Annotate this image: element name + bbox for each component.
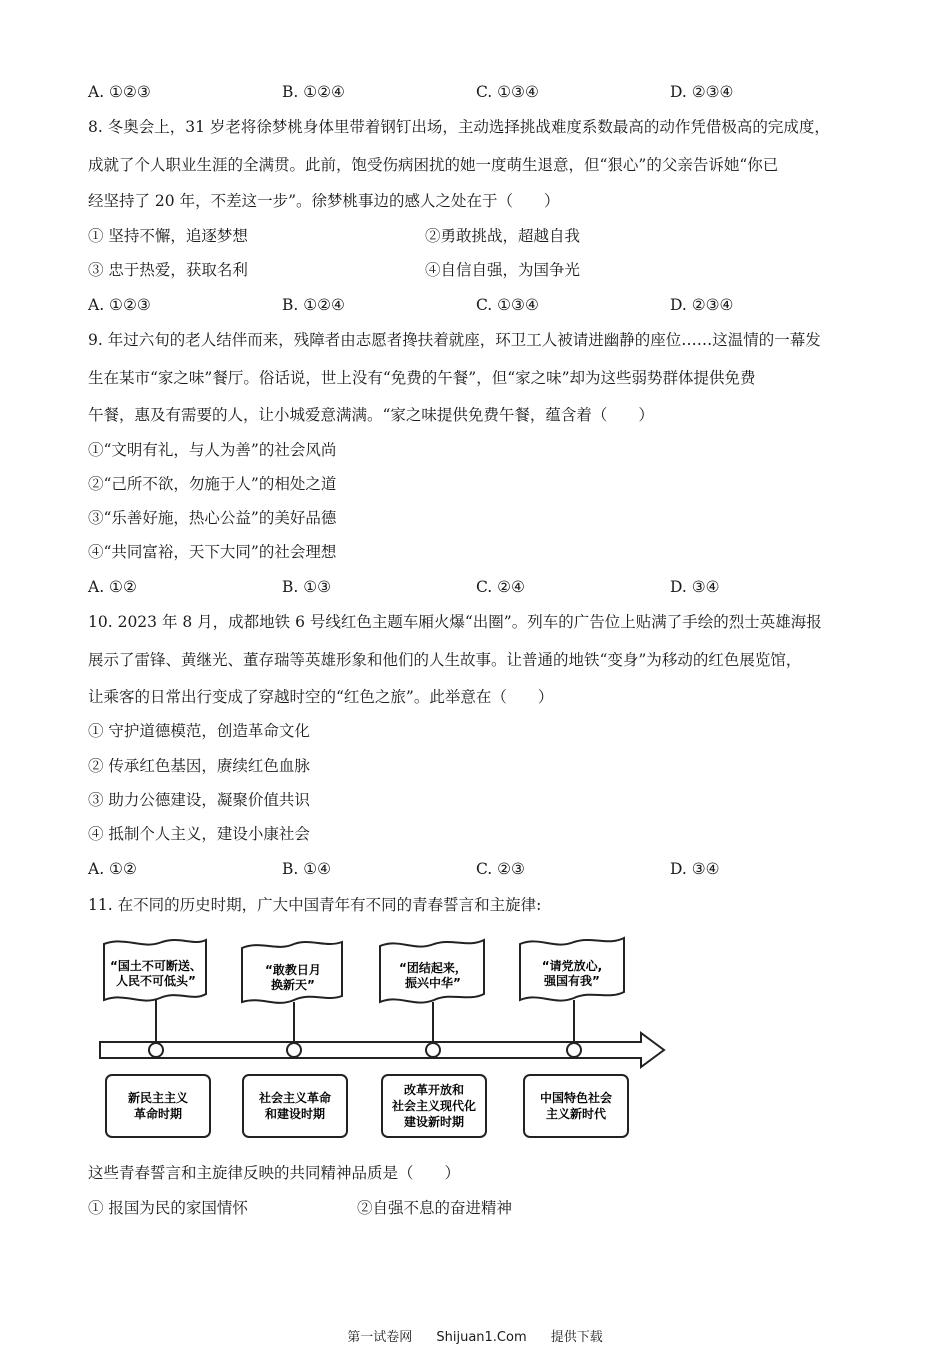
q8-item-3: ③ 忠于热爱，获取名利 xyxy=(88,261,248,279)
flag-3-line-1: “团结起来， xyxy=(399,961,467,975)
flag-1 xyxy=(104,940,206,1057)
q10-option-b: B. ①④ xyxy=(282,860,332,878)
q9-stem-line-2: 生在某市“家之味”餐厅。俗话说，世上没有“免费的午餐”，但“家之味”却为这些弱势群体提供免费 xyxy=(88,369,756,387)
q9-item-1: ①“文明有礼，与人为善”的社会风尚 xyxy=(88,441,337,459)
q10-item-3: ③ 助力公德建设，凝聚价值共识 xyxy=(88,791,310,809)
q8-item-4: ④自信自强，为国争光 xyxy=(425,261,581,279)
flag-1-line-2: 人民不可低头” xyxy=(116,974,196,988)
period-4-line-1: 中国特色社会 xyxy=(539,1091,613,1105)
q8-stem-line-1: 8. 冬奥会上，31 岁老将徐梦桃身体里带着钢钉出场，主动选择挑战难度系数最高的动作凭借极高的完成度， xyxy=(88,118,830,136)
q8-option-b: B. ①②④ xyxy=(282,296,345,314)
period-2-line-2: 和建设时期 xyxy=(264,1107,326,1121)
q11-item-1: ① 报国为民的家国情怀 xyxy=(88,1199,248,1217)
q9-stem-line-1: 9. 年过六旬的老人结伴而来，残障者由志愿者搀扶着就座，环卫工人被请进幽静的座位……这温情的一幕发 xyxy=(88,331,821,349)
q9-option-a: A. ①② xyxy=(88,578,137,596)
q9-stem-line-3: 午餐，惠及有需要的人，让小城爱意满满。“家之味提供免费午餐，蕴含着（ ） xyxy=(88,406,654,424)
flag-4-line-1: “请党放心, xyxy=(541,959,603,973)
q8-option-d: D. ②③④ xyxy=(670,296,734,314)
period-1-line-1: 新民主主义 xyxy=(127,1091,189,1105)
q10-option-d: D. ③④ xyxy=(670,860,720,878)
q10-item-1: ① 守护道德模范，创造革命文化 xyxy=(88,722,310,740)
period-box-1 xyxy=(106,1075,210,1137)
period-1-line-2: 革命时期 xyxy=(133,1107,183,1121)
period-4-line-2: 主义新时代 xyxy=(545,1107,607,1121)
period-box-3 xyxy=(382,1075,486,1137)
youth-timeline-diagram xyxy=(96,930,666,1142)
q11-question: 这些青春誓言和主旋律反映的共同精神品质是（ ） xyxy=(88,1164,461,1182)
period-3-line-1: 改革开放和 xyxy=(403,1083,465,1097)
q10-item-2: ② 传承红色基因，赓续红色血脉 xyxy=(88,757,310,775)
q7-option-a: A. ①②③ xyxy=(88,83,151,101)
q10-stem-line-1: 10. 2023 年 8 月，成都地铁 6 号线红色主题车厢火爆“出圈”。列车的广告位上贴满了手绘的烈士英雄海报 xyxy=(88,613,822,631)
flag-3 xyxy=(380,940,484,1057)
q8-option-a: A. ①②③ xyxy=(88,296,151,314)
period-3-line-2: 社会主义现代化 xyxy=(391,1099,477,1113)
q10-item-4: ④ 抵制个人主义，建设小康社会 xyxy=(88,825,310,843)
q7-option-c: C. ①③④ xyxy=(476,83,539,101)
footer-domain[interactable]: Shijuan1.Com xyxy=(436,1330,527,1345)
q10-stem-line-2: 展示了雷锋、黄继光、董存瑞等英雄形象和他们的人生故事。让普通的地铁“变身”为移动的红色展览馆， xyxy=(88,651,802,669)
footer-note: 提供下载 xyxy=(550,1330,603,1345)
flag-2-line-2: 换新天” xyxy=(271,978,315,992)
flag-3-line-2: 振兴中华” xyxy=(405,976,461,990)
q10-stem-line-3: 让乘客的日常出行变成了穿越时空的“红色之旅”。此举意在（ ） xyxy=(88,688,554,706)
q8-stem-line-2: 成就了个人职业生涯的全满贯。此前，饱受伤病困扰的她一度萌生退意，但“狠心”的父亲告诉她“你已 xyxy=(88,156,779,174)
period-3-line-3: 建设新时期 xyxy=(403,1115,465,1129)
period-box-2 xyxy=(243,1075,347,1137)
q8-item-2: ②勇敢挑战，超越自我 xyxy=(425,227,581,245)
q11-item-2: ②自强不息的奋进精神 xyxy=(357,1199,513,1217)
q9-item-2: ②“己所不欲，勿施于人”的相处之道 xyxy=(88,475,337,493)
q10-option-c: C. ②③ xyxy=(476,860,525,878)
flag-4-line-2: 强国有我” xyxy=(544,974,600,988)
q7-option-b: B. ①②④ xyxy=(282,83,345,101)
q11-stem: 11. 在不同的历史时期，广大中国青年有不同的青春誓言和主旋律: xyxy=(88,896,542,914)
q7-option-d: D. ②③④ xyxy=(670,83,734,101)
q9-option-b: B. ①③ xyxy=(282,578,332,596)
q10-option-a: A. ①② xyxy=(88,860,137,878)
q9-item-3: ③“乐善好施，热心公益”的美好品德 xyxy=(88,509,337,527)
q9-option-d: D. ③④ xyxy=(670,578,720,596)
q9-option-c: C. ②④ xyxy=(476,578,525,596)
period-box-4 xyxy=(524,1075,628,1137)
flag-2-line-1: “敢教日月 xyxy=(265,963,321,977)
flag-4 xyxy=(520,938,624,1057)
q8-stem-line-3: 经坚持了 20 年，不差这一步”。徐梦桃事边的感人之处在于（ ） xyxy=(88,192,560,210)
q8-item-1: ① 坚持不懈，追逐梦想 xyxy=(88,227,248,245)
flag-1-line-1: “国土不可断送、 xyxy=(110,959,202,973)
flag-2 xyxy=(242,942,342,1057)
page-footer xyxy=(0,1326,950,1345)
footer-site: 第一试卷网 xyxy=(347,1330,413,1345)
q9-item-4: ④“共同富裕，天下大同”的社会理想 xyxy=(88,543,337,561)
period-2-line-1: 社会主义革命 xyxy=(258,1091,332,1105)
q8-option-c: C. ①③④ xyxy=(476,296,539,314)
